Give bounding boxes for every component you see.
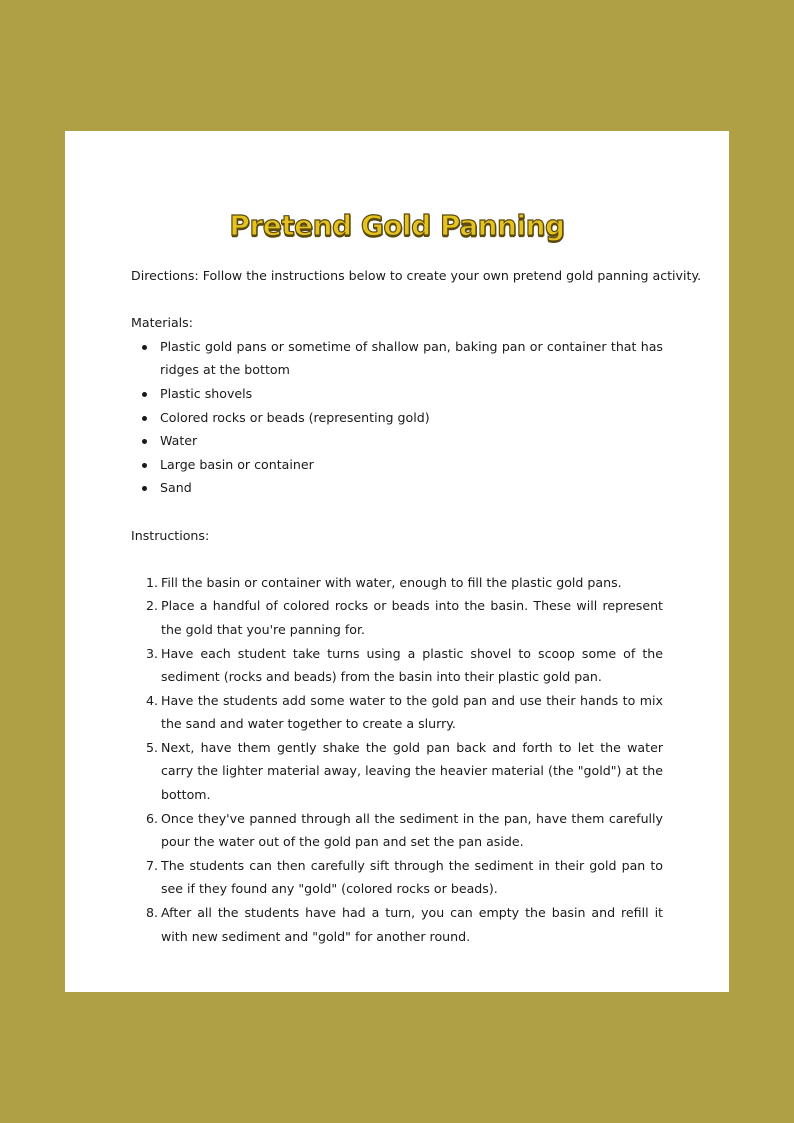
step-text: Have each student take turns using a plastic shovel to scoop some of the sediment (rocks and beads) from the basin into their plastic gold pan. (161, 645, 663, 685)
instruction-step (146, 689, 663, 736)
step-text: Place a handful of colored rocks or beads into the basin. These will represent the gold that you're panning for. (161, 598, 663, 637)
spacer (131, 288, 663, 312)
material-item: Plastic shovels (160, 382, 663, 406)
step-number: 7. (146, 857, 159, 873)
materials-heading: Materials: (131, 315, 193, 331)
step-text: After all the students have had a turn, you can empty the basin and refill it with new sediment and "gold" for another round. (161, 905, 663, 944)
worksheet-page (65, 131, 729, 992)
step-number: 8. (146, 905, 159, 921)
material-item: Large basin or container (160, 453, 663, 477)
step-text: Once they've panned through all the sediment in the pan, have them carefully pour the water out of the gold pan and set the pan aside. (161, 810, 663, 850)
step-text: Fill the basin or container with water, enough to fill the plastic gold pans. (161, 574, 622, 590)
instruction-step (146, 854, 663, 901)
step-number: 6. (146, 810, 159, 826)
instructions-heading: Instructions: (131, 527, 210, 543)
instruction-step (146, 642, 663, 689)
directions-text: Directions: Follow the instructions below to create your own pretend gold panning activity. (131, 268, 702, 283)
instruction-step (146, 594, 663, 641)
step-text: Have the students add some water to the gold pan and use their hands to mix the sand and water together to create a slurry. (161, 692, 663, 732)
material-item: Colored rocks or beads (representing gold) (160, 406, 663, 430)
step-number: 5. (146, 739, 159, 755)
instruction-step (146, 571, 663, 595)
spacer (131, 500, 663, 524)
spacer (131, 547, 663, 571)
worksheet-content (131, 264, 702, 948)
material-item: Water (160, 429, 663, 453)
instructions-list (131, 571, 663, 949)
step-number: 4. (146, 692, 159, 708)
page-title: Pretend Gold Panning (229, 209, 565, 242)
step-text: The students can then carefully sift through the sediment in their gold pan to see if they found any "gold" (colored rocks or beads). (161, 857, 663, 897)
instruction-step (146, 901, 663, 948)
step-number: 2. (146, 598, 159, 614)
materials-list (131, 335, 663, 500)
material-item: Plastic gold pans or sometime of shallow pan, baking pan or container that has ridges at the bottom (160, 335, 663, 382)
step-number: 1. (146, 574, 159, 590)
material-item: Sand (160, 476, 663, 500)
step-number: 3. (146, 645, 159, 661)
step-text: Next, have them gently shake the gold pan back and forth to let the water carry the lighter material away, leaving the heavier material (the "gold") at the bottom. (161, 739, 663, 803)
instruction-step (146, 736, 663, 807)
instruction-step (146, 807, 663, 854)
